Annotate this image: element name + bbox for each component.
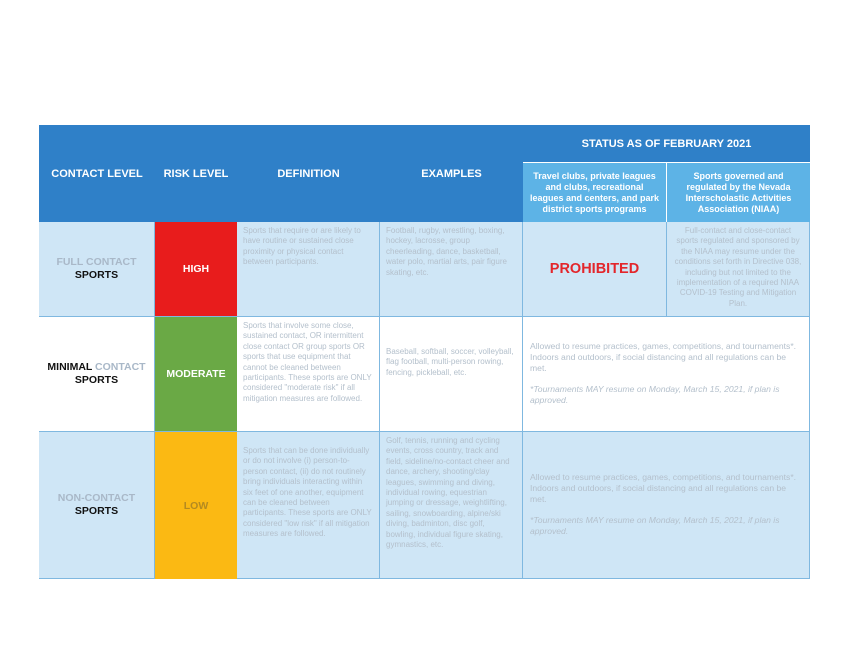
row-full-contact-definition: Sports that require or are likely to have routine or sustained close proximity or physical contact between participants. [237, 222, 380, 317]
status-title: STATUS AS OF FEBRUARY 2021 [523, 133, 810, 155]
row-full-contact-label [39, 222, 155, 317]
row-full-contact-examples: Football, rugby, wrestling, boxing, hockey, lacrosse, group cheerleading, dance, basketball, water polo, martial arts, pair figure skating, etc. [380, 222, 523, 317]
row-non-contact-definition: Sports that can be done individually or do not involve (i) person-to-person contact, (ii) do not routinely bring individuals interacting within six feet of one another, equipment can be cleaned between participants. These sports are ONLY considered "low risk" if all mitigation measures are followed. [237, 432, 380, 579]
contact-level-text: MINIMAL [47, 361, 93, 373]
status-note: *Tournaments MAY resume on Monday, March 15, 2021, if plan is approved. [530, 384, 780, 405]
contact-level-text: FULL CONTACT [56, 256, 137, 268]
status-text: Allowed to resume practices, games, competitions, and tournaments*. Indoors and outdoors, if social distancing and all regulations can be met. [530, 472, 797, 504]
contact-level-sports: SPORTS [74, 269, 119, 281]
contact-level-text-faint: CONTACT [95, 361, 146, 373]
contact-level-sports: SPORTS [74, 374, 119, 386]
risk-high-badge: HIGH [155, 222, 237, 317]
header-contact-level: CONTACT LEVEL [39, 163, 155, 185]
header-risk-level: RISK LEVEL [155, 163, 237, 185]
header-examples: EXAMPLES [380, 163, 523, 185]
header-definition: DEFINITION [237, 163, 380, 185]
row-non-contact-examples: Golf, tennis, running and cycling events, cross country, track and field, sideline/no-contact cheer and dance, archery, shooting/clay leagues, swimming and diving, individual rowing, equestrian jumping or dressage, weightlifting, sailing, snowboarding, alpine/ski diving, badminton, disc golf, bowling, individual figure skating, gymnastics, etc. [380, 432, 523, 579]
risk-low-badge: LOW [155, 432, 237, 579]
risk-moderate-badge: MODERATE [155, 317, 237, 432]
header-status-col2: Sports governed and regulated by the Nevada Interscholastic Activities Association (NIAA) [667, 162, 810, 222]
prohibited-status: PROHIBITED [523, 222, 667, 317]
contact-level-sports: SPORTS [74, 505, 119, 517]
row-minimal-contact-status [523, 317, 810, 432]
contact-level-text: NON-CONTACT [57, 492, 136, 504]
row-minimal-contact-examples: Baseball, softball, soccer, volleyball, flag football, multi-person rowing, fencing, pickleball, etc. [380, 317, 523, 432]
sports-status-table [39, 125, 810, 579]
row-minimal-contact-label [39, 317, 155, 432]
status-note: *Tournaments MAY resume on Monday, March 15, 2021, if plan is approved. [530, 515, 780, 536]
header-status-col1: Travel clubs, private leagues and clubs, recreational leagues and centers, and park district sports programs [523, 162, 667, 222]
row-full-contact-niaa-status: Full-contact and close-contact sports regulated and sponsored by the NIAA may resume under the conditions set forth in Directive 038, including but not limited to the implementation of a required NIAA COVID-19 Testing and Mitigation Plan. [667, 222, 810, 317]
row-minimal-contact-definition: Sports that involve some close, sustained contact, OR intermittent close contact OR group sports OR sports that use equipment that cannot be cleaned between participants. These sports are ONLY considered "moderate risk" if all mitigation measures are followed. [237, 317, 380, 432]
row-non-contact-status [523, 432, 810, 579]
row-non-contact-label [39, 432, 155, 579]
status-text: Allowed to resume practices, games, competitions, and tournaments*. Indoors and outdoors, if social distancing and all regulations can be met. [530, 341, 797, 373]
